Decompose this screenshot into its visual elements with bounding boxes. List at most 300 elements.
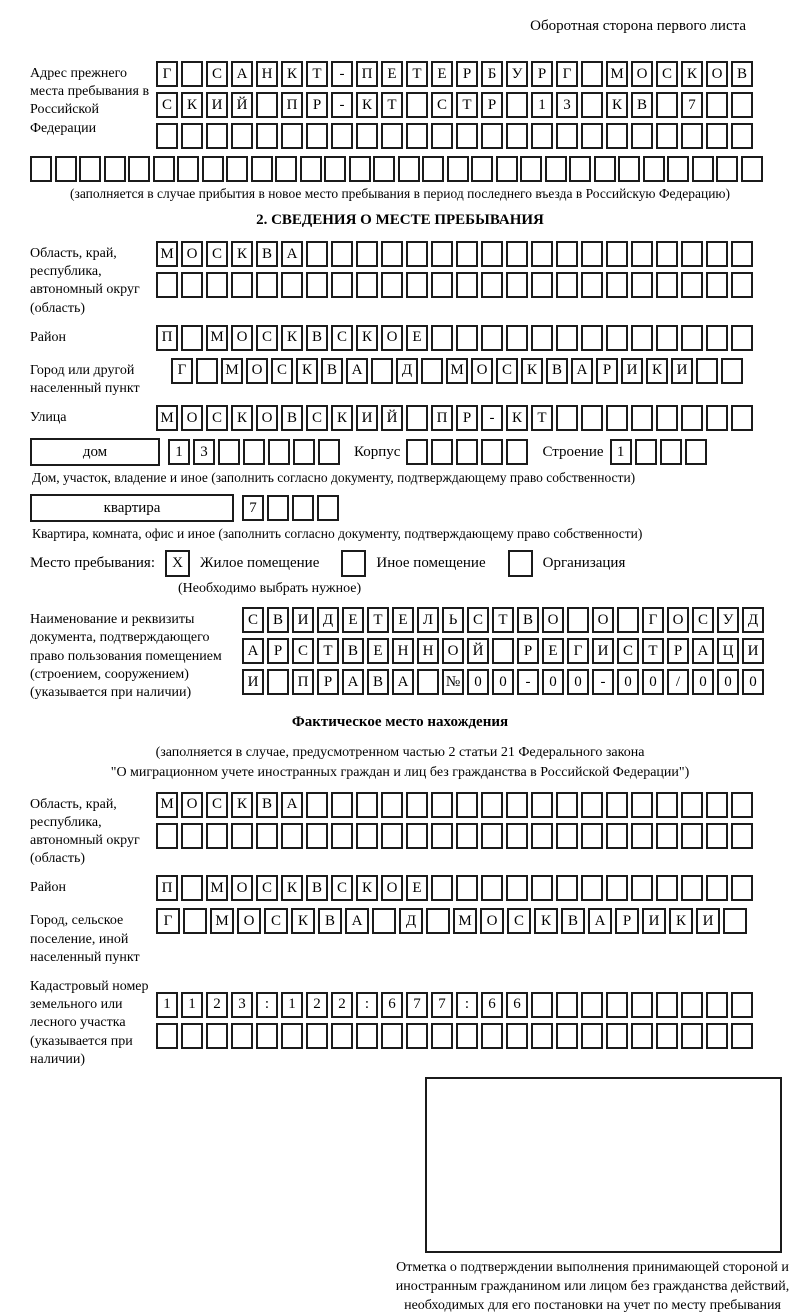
char-cell[interactable]: В	[517, 607, 539, 633]
char-cell[interactable]	[681, 272, 703, 298]
char-cell[interactable]	[267, 669, 289, 695]
char-cell[interactable]: П	[292, 669, 314, 695]
char-cell[interactable]	[128, 156, 150, 182]
char-cell[interactable]: В	[281, 405, 303, 431]
char-cell[interactable]	[331, 123, 353, 149]
char-cell[interactable]: М	[156, 792, 178, 818]
char-cell[interactable]	[371, 358, 393, 384]
char-cell[interactable]	[331, 823, 353, 849]
char-cell[interactable]	[631, 123, 653, 149]
char-cell[interactable]	[381, 123, 403, 149]
char-cell[interactable]	[406, 823, 428, 849]
char-cell[interactable]: 7	[242, 495, 264, 521]
char-cell[interactable]: С	[617, 638, 639, 664]
char-cell[interactable]	[456, 875, 478, 901]
char-cell[interactable]: А	[571, 358, 593, 384]
char-cell[interactable]	[456, 123, 478, 149]
char-cell[interactable]: С	[206, 792, 228, 818]
char-cell[interactable]	[531, 272, 553, 298]
char-cell[interactable]	[496, 156, 518, 182]
char-cell[interactable]: Й	[381, 405, 403, 431]
char-cell[interactable]	[292, 495, 314, 521]
char-cell[interactable]: М	[156, 241, 178, 267]
char-cell[interactable]: С	[256, 875, 278, 901]
char-cell[interactable]: Е	[367, 638, 389, 664]
char-cell[interactable]: И	[671, 358, 693, 384]
char-cell[interactable]	[406, 272, 428, 298]
char-cell[interactable]: И	[356, 405, 378, 431]
char-cell[interactable]	[656, 241, 678, 267]
char-cell[interactable]: В	[321, 358, 343, 384]
char-cell[interactable]	[631, 272, 653, 298]
char-cell[interactable]	[506, 272, 528, 298]
house-type-box[interactable]: дом	[30, 438, 160, 466]
char-cell[interactable]: Л	[417, 607, 439, 633]
char-cell[interactable]	[30, 156, 52, 182]
char-cell[interactable]	[431, 439, 453, 465]
char-cell[interactable]: 2	[206, 992, 228, 1018]
char-cell[interactable]	[706, 875, 728, 901]
char-cell[interactable]	[372, 908, 396, 934]
char-cell[interactable]: Ц	[717, 638, 739, 664]
char-cell[interactable]: И	[292, 607, 314, 633]
char-cell[interactable]: К	[646, 358, 668, 384]
char-cell[interactable]: /	[667, 669, 689, 695]
char-cell[interactable]: С	[206, 241, 228, 267]
char-cell[interactable]	[656, 1023, 678, 1049]
char-cell[interactable]: М	[206, 325, 228, 351]
char-cell[interactable]	[631, 992, 653, 1018]
char-cell[interactable]: И	[642, 908, 666, 934]
char-cell[interactable]: В	[306, 325, 328, 351]
char-cell[interactable]	[731, 405, 753, 431]
char-cell[interactable]	[617, 607, 639, 633]
char-cell[interactable]	[206, 1023, 228, 1049]
char-cell[interactable]: К	[181, 92, 203, 118]
char-cell[interactable]: О	[181, 792, 203, 818]
char-cell[interactable]	[506, 325, 528, 351]
char-cell[interactable]: В	[267, 607, 289, 633]
char-cell[interactable]	[481, 325, 503, 351]
char-cell[interactable]	[356, 123, 378, 149]
char-cell[interactable]: Д	[317, 607, 339, 633]
char-cell[interactable]	[231, 272, 253, 298]
other-premises-checkbox[interactable]	[341, 550, 366, 577]
char-cell[interactable]	[153, 156, 175, 182]
char-cell[interactable]	[643, 156, 665, 182]
char-cell[interactable]: И	[206, 92, 228, 118]
char-cell[interactable]: Е	[406, 875, 428, 901]
char-cell[interactable]	[406, 792, 428, 818]
char-cell[interactable]: 0	[642, 669, 664, 695]
char-cell[interactable]	[731, 325, 753, 351]
char-cell[interactable]: Г	[642, 607, 664, 633]
char-cell[interactable]	[206, 823, 228, 849]
char-cell[interactable]	[556, 875, 578, 901]
char-cell[interactable]	[656, 992, 678, 1018]
char-cell[interactable]	[656, 875, 678, 901]
char-cell[interactable]: М	[206, 875, 228, 901]
char-cell[interactable]: 3	[231, 992, 253, 1018]
char-cell[interactable]	[202, 156, 224, 182]
char-cell[interactable]	[606, 325, 628, 351]
char-cell[interactable]	[431, 272, 453, 298]
char-cell[interactable]: 0	[617, 669, 639, 695]
char-cell[interactable]: Т	[456, 92, 478, 118]
char-cell[interactable]: 0	[542, 669, 564, 695]
char-cell[interactable]: С	[242, 607, 264, 633]
char-cell[interactable]	[681, 405, 703, 431]
char-cell[interactable]	[218, 439, 240, 465]
char-cell[interactable]	[156, 272, 178, 298]
char-cell[interactable]	[531, 1023, 553, 1049]
char-cell[interactable]	[281, 123, 303, 149]
char-cell[interactable]: -	[331, 92, 353, 118]
char-cell[interactable]	[681, 875, 703, 901]
char-cell[interactable]	[275, 156, 297, 182]
char-cell[interactable]	[431, 792, 453, 818]
char-cell[interactable]	[706, 241, 728, 267]
char-cell[interactable]	[417, 669, 439, 695]
char-cell[interactable]	[331, 792, 353, 818]
char-cell[interactable]	[681, 1023, 703, 1049]
char-cell[interactable]: О	[231, 325, 253, 351]
char-cell[interactable]: В	[367, 669, 389, 695]
char-cell[interactable]: В	[546, 358, 568, 384]
char-cell[interactable]	[606, 241, 628, 267]
char-cell[interactable]	[181, 875, 203, 901]
char-cell[interactable]	[256, 272, 278, 298]
char-cell[interactable]	[692, 156, 714, 182]
char-cell[interactable]: А	[588, 908, 612, 934]
char-cell[interactable]: Т	[367, 607, 389, 633]
char-cell[interactable]	[481, 123, 503, 149]
char-cell[interactable]	[481, 241, 503, 267]
char-cell[interactable]: О	[381, 875, 403, 901]
char-cell[interactable]: 2	[306, 992, 328, 1018]
char-cell[interactable]	[731, 823, 753, 849]
char-cell[interactable]: С	[496, 358, 518, 384]
char-cell[interactable]: Р	[667, 638, 689, 664]
char-cell[interactable]	[481, 823, 503, 849]
char-cell[interactable]	[231, 823, 253, 849]
char-cell[interactable]: Н	[256, 61, 278, 87]
char-cell[interactable]: М	[210, 908, 234, 934]
char-cell[interactable]	[156, 823, 178, 849]
char-cell[interactable]	[606, 272, 628, 298]
char-cell[interactable]: :	[356, 992, 378, 1018]
char-cell[interactable]: К	[669, 908, 693, 934]
char-cell[interactable]	[331, 1023, 353, 1049]
char-cell[interactable]	[492, 638, 514, 664]
char-cell[interactable]: Г	[156, 908, 180, 934]
char-cell[interactable]: К	[356, 325, 378, 351]
char-cell[interactable]: К	[281, 875, 303, 901]
char-cell[interactable]	[656, 123, 678, 149]
char-cell[interactable]: Д	[742, 607, 764, 633]
char-cell[interactable]	[456, 792, 478, 818]
char-cell[interactable]: Г	[556, 61, 578, 87]
char-cell[interactable]	[177, 156, 199, 182]
char-cell[interactable]: О	[381, 325, 403, 351]
char-cell[interactable]: Е	[381, 61, 403, 87]
char-cell[interactable]	[556, 123, 578, 149]
char-cell[interactable]: К	[231, 405, 253, 431]
char-cell[interactable]: О	[231, 875, 253, 901]
char-cell[interactable]: 0	[742, 669, 764, 695]
char-cell[interactable]	[306, 823, 328, 849]
char-cell[interactable]: Р	[267, 638, 289, 664]
char-cell[interactable]: О	[237, 908, 261, 934]
char-cell[interactable]	[706, 123, 728, 149]
char-cell[interactable]: Й	[231, 92, 253, 118]
char-cell[interactable]	[324, 156, 346, 182]
char-cell[interactable]	[506, 823, 528, 849]
char-cell[interactable]: 3	[193, 439, 215, 465]
char-cell[interactable]	[267, 495, 289, 521]
char-cell[interactable]: П	[156, 325, 178, 351]
char-cell[interactable]	[206, 272, 228, 298]
char-cell[interactable]: 1	[168, 439, 190, 465]
char-cell[interactable]: С	[206, 61, 228, 87]
char-cell[interactable]: Т	[642, 638, 664, 664]
char-cell[interactable]	[606, 875, 628, 901]
char-cell[interactable]: С	[692, 607, 714, 633]
char-cell[interactable]: А	[692, 638, 714, 664]
char-cell[interactable]: К	[281, 325, 303, 351]
char-cell[interactable]: 6	[481, 992, 503, 1018]
char-cell[interactable]: 7	[431, 992, 453, 1018]
char-cell[interactable]: В	[342, 638, 364, 664]
char-cell[interactable]: Г	[156, 61, 178, 87]
char-cell[interactable]	[226, 156, 248, 182]
char-cell[interactable]	[656, 325, 678, 351]
char-cell[interactable]	[531, 875, 553, 901]
char-cell[interactable]	[181, 823, 203, 849]
char-cell[interactable]: О	[181, 405, 203, 431]
char-cell[interactable]: Т	[381, 92, 403, 118]
char-cell[interactable]: 7	[681, 92, 703, 118]
char-cell[interactable]	[506, 875, 528, 901]
char-cell[interactable]: В	[318, 908, 342, 934]
char-cell[interactable]	[723, 908, 747, 934]
char-cell[interactable]: К	[506, 405, 528, 431]
char-cell[interactable]	[356, 792, 378, 818]
char-cell[interactable]: И	[592, 638, 614, 664]
char-cell[interactable]: Б	[481, 61, 503, 87]
char-cell[interactable]: С	[331, 325, 353, 351]
char-cell[interactable]: Т	[531, 405, 553, 431]
char-cell[interactable]: К	[356, 875, 378, 901]
char-cell[interactable]	[741, 156, 763, 182]
char-cell[interactable]	[531, 823, 553, 849]
char-cell[interactable]	[531, 992, 553, 1018]
char-cell[interactable]: Т	[317, 638, 339, 664]
char-cell[interactable]	[656, 272, 678, 298]
char-cell[interactable]: А	[345, 908, 369, 934]
char-cell[interactable]	[660, 439, 682, 465]
char-cell[interactable]	[398, 156, 420, 182]
char-cell[interactable]	[556, 241, 578, 267]
char-cell[interactable]	[373, 156, 395, 182]
char-cell[interactable]	[581, 272, 603, 298]
char-cell[interactable]: Т	[492, 607, 514, 633]
char-cell[interactable]: 3	[556, 92, 578, 118]
char-cell[interactable]: С	[507, 908, 531, 934]
char-cell[interactable]: П	[356, 61, 378, 87]
char-cell[interactable]	[556, 992, 578, 1018]
char-cell[interactable]	[731, 1023, 753, 1049]
char-cell[interactable]	[706, 823, 728, 849]
char-cell[interactable]: К	[281, 61, 303, 87]
char-cell[interactable]: У	[506, 61, 528, 87]
char-cell[interactable]: С	[306, 405, 328, 431]
char-cell[interactable]	[356, 241, 378, 267]
char-cell[interactable]: А	[281, 241, 303, 267]
char-cell[interactable]	[256, 1023, 278, 1049]
char-cell[interactable]: О	[542, 607, 564, 633]
char-cell[interactable]	[681, 823, 703, 849]
char-cell[interactable]	[506, 439, 528, 465]
char-cell[interactable]	[181, 325, 203, 351]
char-cell[interactable]: 7	[406, 992, 428, 1018]
char-cell[interactable]	[606, 1023, 628, 1049]
char-cell[interactable]	[631, 1023, 653, 1049]
residential-checkbox[interactable]: X	[165, 550, 190, 577]
char-cell[interactable]	[556, 325, 578, 351]
char-cell[interactable]	[456, 823, 478, 849]
char-cell[interactable]: У	[717, 607, 739, 633]
char-cell[interactable]	[606, 823, 628, 849]
char-cell[interactable]	[581, 992, 603, 1018]
char-cell[interactable]	[706, 792, 728, 818]
char-cell[interactable]	[356, 823, 378, 849]
char-cell[interactable]	[656, 792, 678, 818]
char-cell[interactable]	[447, 156, 469, 182]
char-cell[interactable]	[55, 156, 77, 182]
char-cell[interactable]	[456, 272, 478, 298]
char-cell[interactable]	[696, 358, 718, 384]
char-cell[interactable]: А	[392, 669, 414, 695]
char-cell[interactable]	[156, 1023, 178, 1049]
char-cell[interactable]	[431, 325, 453, 351]
char-cell[interactable]	[406, 123, 428, 149]
char-cell[interactable]: М	[453, 908, 477, 934]
char-cell[interactable]: 0	[717, 669, 739, 695]
char-cell[interactable]	[381, 823, 403, 849]
char-cell[interactable]	[556, 405, 578, 431]
char-cell[interactable]: В	[731, 61, 753, 87]
char-cell[interactable]	[685, 439, 707, 465]
char-cell[interactable]	[406, 1023, 428, 1049]
char-cell[interactable]: :	[256, 992, 278, 1018]
char-cell[interactable]	[243, 439, 265, 465]
char-cell[interactable]	[381, 1023, 403, 1049]
char-cell[interactable]	[331, 272, 353, 298]
char-cell[interactable]	[594, 156, 616, 182]
char-cell[interactable]: -	[481, 405, 503, 431]
char-cell[interactable]: С	[467, 607, 489, 633]
char-cell[interactable]	[426, 908, 450, 934]
char-cell[interactable]	[104, 156, 126, 182]
char-cell[interactable]	[471, 156, 493, 182]
char-cell[interactable]	[706, 405, 728, 431]
char-cell[interactable]: Ь	[442, 607, 464, 633]
char-cell[interactable]: В	[631, 92, 653, 118]
char-cell[interactable]	[183, 908, 207, 934]
char-cell[interactable]	[421, 358, 443, 384]
char-cell[interactable]: 0	[692, 669, 714, 695]
char-cell[interactable]	[656, 823, 678, 849]
char-cell[interactable]: Р	[517, 638, 539, 664]
char-cell[interactable]	[731, 875, 753, 901]
char-cell[interactable]	[306, 272, 328, 298]
char-cell[interactable]	[206, 123, 228, 149]
char-cell[interactable]: С	[271, 358, 293, 384]
char-cell[interactable]: К	[534, 908, 558, 934]
char-cell[interactable]	[231, 123, 253, 149]
char-cell[interactable]	[306, 241, 328, 267]
char-cell[interactable]	[706, 325, 728, 351]
char-cell[interactable]	[431, 1023, 453, 1049]
organization-checkbox[interactable]	[508, 550, 533, 577]
char-cell[interactable]	[531, 325, 553, 351]
char-cell[interactable]: И	[742, 638, 764, 664]
char-cell[interactable]: 0	[467, 669, 489, 695]
char-cell[interactable]	[716, 156, 738, 182]
char-cell[interactable]	[706, 992, 728, 1018]
char-cell[interactable]: Р	[481, 92, 503, 118]
char-cell[interactable]: О	[442, 638, 464, 664]
char-cell[interactable]: К	[296, 358, 318, 384]
char-cell[interactable]	[731, 92, 753, 118]
char-cell[interactable]	[406, 439, 428, 465]
char-cell[interactable]: Д	[399, 908, 423, 934]
char-cell[interactable]	[606, 992, 628, 1018]
char-cell[interactable]	[706, 92, 728, 118]
char-cell[interactable]: О	[256, 405, 278, 431]
char-cell[interactable]	[256, 123, 278, 149]
char-cell[interactable]: И	[242, 669, 264, 695]
char-cell[interactable]	[606, 792, 628, 818]
char-cell[interactable]	[356, 1023, 378, 1049]
char-cell[interactable]: Р	[531, 61, 553, 87]
char-cell[interactable]: С	[206, 405, 228, 431]
char-cell[interactable]: О	[592, 607, 614, 633]
char-cell[interactable]	[481, 272, 503, 298]
char-cell[interactable]	[531, 241, 553, 267]
char-cell[interactable]	[531, 123, 553, 149]
char-cell[interactable]	[631, 792, 653, 818]
char-cell[interactable]	[181, 123, 203, 149]
char-cell[interactable]: О	[667, 607, 689, 633]
char-cell[interactable]	[606, 123, 628, 149]
char-cell[interactable]: В	[561, 908, 585, 934]
char-cell[interactable]: И	[696, 908, 720, 934]
char-cell[interactable]: 1	[156, 992, 178, 1018]
char-cell[interactable]	[581, 875, 603, 901]
char-cell[interactable]: Г	[171, 358, 193, 384]
char-cell[interactable]: Р	[317, 669, 339, 695]
char-cell[interactable]	[196, 358, 218, 384]
char-cell[interactable]	[317, 495, 339, 521]
char-cell[interactable]: Е	[431, 61, 453, 87]
char-cell[interactable]	[456, 1023, 478, 1049]
char-cell[interactable]	[606, 405, 628, 431]
char-cell[interactable]	[681, 123, 703, 149]
char-cell[interactable]	[406, 405, 428, 431]
char-cell[interactable]	[381, 241, 403, 267]
